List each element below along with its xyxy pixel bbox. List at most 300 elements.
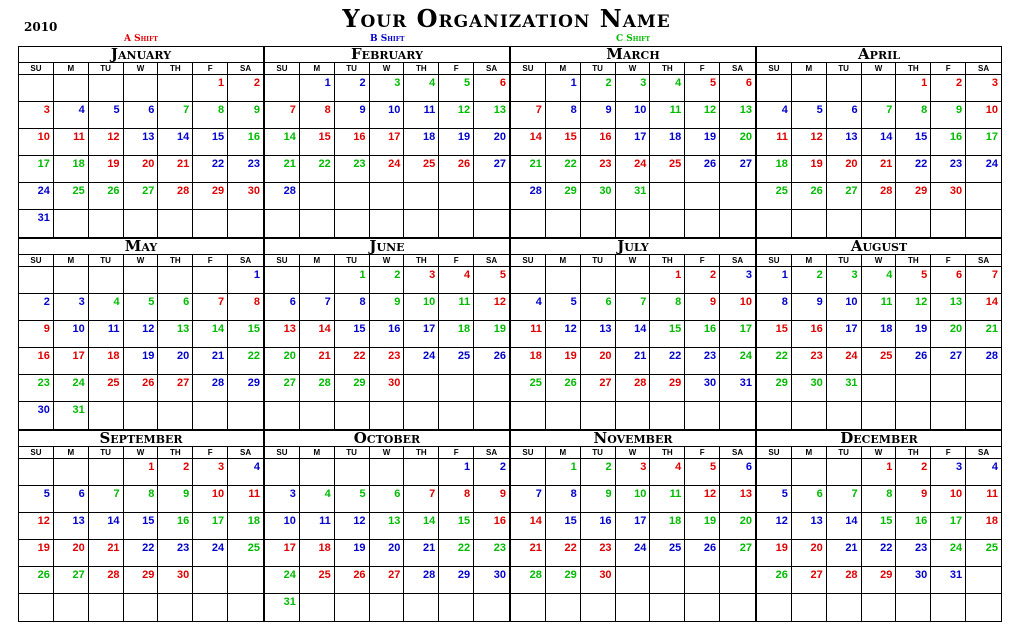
day-cell[interactable]	[546, 486, 581, 513]
day-cell[interactable]	[757, 129, 792, 156]
day-cell[interactable]	[439, 402, 474, 429]
day-cell[interactable]	[54, 567, 89, 594]
day-cell[interactable]	[685, 75, 720, 102]
day-cell[interactable]	[370, 540, 405, 567]
day-cell[interactable]	[474, 267, 509, 294]
day-cell[interactable]	[439, 594, 474, 621]
day-cell[interactable]	[228, 594, 263, 621]
day-cell[interactable]	[158, 348, 193, 375]
day-cell[interactable]	[228, 513, 263, 540]
day-cell[interactable]	[685, 183, 720, 210]
day-cell[interactable]	[228, 210, 263, 237]
day-cell[interactable]	[896, 594, 931, 621]
day-cell[interactable]	[300, 540, 335, 567]
day-cell[interactable]	[581, 75, 616, 102]
day-cell[interactable]	[193, 183, 228, 210]
day-cell[interactable]	[966, 210, 1001, 237]
day-cell[interactable]	[193, 567, 228, 594]
day-cell[interactable]	[300, 375, 335, 402]
day-cell[interactable]	[581, 210, 616, 237]
day-cell[interactable]	[862, 513, 897, 540]
day-cell[interactable]	[54, 348, 89, 375]
day-cell[interactable]	[404, 321, 439, 348]
day-cell[interactable]	[650, 486, 685, 513]
day-cell[interactable]	[650, 594, 685, 621]
day-cell[interactable]	[511, 594, 546, 621]
day-cell[interactable]	[335, 486, 370, 513]
day-cell[interactable]	[757, 321, 792, 348]
day-cell[interactable]	[335, 375, 370, 402]
day-cell[interactable]	[474, 102, 509, 129]
day-cell[interactable]	[685, 321, 720, 348]
day-cell[interactable]	[616, 321, 651, 348]
day-cell[interactable]	[193, 348, 228, 375]
day-cell[interactable]	[335, 567, 370, 594]
day-cell[interactable]	[931, 210, 966, 237]
day-cell[interactable]	[862, 375, 897, 402]
day-cell[interactable]	[19, 567, 54, 594]
day-cell[interactable]	[158, 129, 193, 156]
day-cell[interactable]	[650, 540, 685, 567]
day-cell[interactable]	[124, 183, 159, 210]
day-cell[interactable]	[54, 129, 89, 156]
day-cell[interactable]	[966, 594, 1001, 621]
day-cell[interactable]	[685, 459, 720, 486]
day-cell[interactable]	[757, 486, 792, 513]
day-cell[interactable]	[720, 156, 755, 183]
day-cell[interactable]	[827, 348, 862, 375]
day-cell[interactable]	[966, 183, 1001, 210]
day-cell[interactable]	[720, 75, 755, 102]
day-cell[interactable]	[511, 183, 546, 210]
day-cell[interactable]	[685, 267, 720, 294]
day-cell[interactable]	[792, 348, 827, 375]
day-cell[interactable]	[370, 459, 405, 486]
day-cell[interactable]	[158, 210, 193, 237]
day-cell[interactable]	[616, 183, 651, 210]
day-cell[interactable]	[720, 594, 755, 621]
day-cell[interactable]	[616, 102, 651, 129]
day-cell[interactable]	[439, 102, 474, 129]
day-cell[interactable]	[228, 129, 263, 156]
day-cell[interactable]	[439, 267, 474, 294]
day-cell[interactable]	[757, 567, 792, 594]
day-cell[interactable]	[228, 348, 263, 375]
day-cell[interactable]	[966, 294, 1001, 321]
day-cell[interactable]	[193, 210, 228, 237]
day-cell[interactable]	[720, 183, 755, 210]
day-cell[interactable]	[158, 102, 193, 129]
day-cell[interactable]	[474, 348, 509, 375]
day-cell[interactable]	[792, 267, 827, 294]
day-cell[interactable]	[616, 402, 651, 429]
day-cell[interactable]	[931, 183, 966, 210]
day-cell[interactable]	[896, 267, 931, 294]
day-cell[interactable]	[54, 321, 89, 348]
day-cell[interactable]	[124, 567, 159, 594]
day-cell[interactable]	[896, 375, 931, 402]
day-cell[interactable]	[792, 129, 827, 156]
day-cell[interactable]	[685, 129, 720, 156]
day-cell[interactable]	[158, 183, 193, 210]
day-cell[interactable]	[616, 459, 651, 486]
day-cell[interactable]	[89, 594, 124, 621]
day-cell[interactable]	[474, 594, 509, 621]
day-cell[interactable]	[581, 486, 616, 513]
day-cell[interactable]	[650, 375, 685, 402]
day-cell[interactable]	[474, 402, 509, 429]
day-cell[interactable]	[335, 294, 370, 321]
day-cell[interactable]	[89, 459, 124, 486]
day-cell[interactable]	[511, 210, 546, 237]
day-cell[interactable]	[335, 348, 370, 375]
day-cell[interactable]	[931, 402, 966, 429]
day-cell[interactable]	[581, 513, 616, 540]
day-cell[interactable]	[862, 321, 897, 348]
day-cell[interactable]	[685, 540, 720, 567]
day-cell[interactable]	[124, 156, 159, 183]
day-cell[interactable]	[827, 210, 862, 237]
day-cell[interactable]	[370, 402, 405, 429]
day-cell[interactable]	[511, 129, 546, 156]
day-cell[interactable]	[650, 183, 685, 210]
day-cell[interactable]	[54, 459, 89, 486]
day-cell[interactable]	[862, 402, 897, 429]
day-cell[interactable]	[685, 594, 720, 621]
day-cell[interactable]	[650, 75, 685, 102]
day-cell[interactable]	[931, 156, 966, 183]
day-cell[interactable]	[616, 567, 651, 594]
day-cell[interactable]	[650, 156, 685, 183]
day-cell[interactable]	[720, 102, 755, 129]
day-cell[interactable]	[404, 540, 439, 567]
day-cell[interactable]	[439, 129, 474, 156]
day-cell[interactable]	[511, 375, 546, 402]
day-cell[interactable]	[265, 102, 300, 129]
day-cell[interactable]	[265, 156, 300, 183]
day-cell[interactable]	[335, 129, 370, 156]
day-cell[interactable]	[511, 402, 546, 429]
day-cell[interactable]	[827, 513, 862, 540]
day-cell[interactable]	[792, 513, 827, 540]
day-cell[interactable]	[966, 459, 1001, 486]
day-cell[interactable]	[265, 210, 300, 237]
day-cell[interactable]	[896, 459, 931, 486]
day-cell[interactable]	[792, 486, 827, 513]
day-cell[interactable]	[862, 486, 897, 513]
day-cell[interactable]	[19, 156, 54, 183]
day-cell[interactable]	[581, 540, 616, 567]
day-cell[interactable]	[720, 210, 755, 237]
day-cell[interactable]	[650, 348, 685, 375]
day-cell[interactable]	[228, 321, 263, 348]
day-cell[interactable]	[827, 567, 862, 594]
day-cell[interactable]	[370, 513, 405, 540]
day-cell[interactable]	[335, 267, 370, 294]
day-cell[interactable]	[862, 183, 897, 210]
day-cell[interactable]	[966, 486, 1001, 513]
day-cell[interactable]	[54, 540, 89, 567]
day-cell[interactable]	[54, 486, 89, 513]
day-cell[interactable]	[89, 321, 124, 348]
day-cell[interactable]	[474, 129, 509, 156]
day-cell[interactable]	[511, 294, 546, 321]
day-cell[interactable]	[124, 294, 159, 321]
day-cell[interactable]	[827, 594, 862, 621]
day-cell[interactable]	[546, 459, 581, 486]
day-cell[interactable]	[439, 348, 474, 375]
day-cell[interactable]	[124, 459, 159, 486]
day-cell[interactable]	[54, 183, 89, 210]
day-cell[interactable]	[685, 486, 720, 513]
day-cell[interactable]	[862, 210, 897, 237]
day-cell[interactable]	[89, 513, 124, 540]
day-cell[interactable]	[404, 513, 439, 540]
day-cell[interactable]	[193, 486, 228, 513]
day-cell[interactable]	[300, 486, 335, 513]
day-cell[interactable]	[966, 567, 1001, 594]
day-cell[interactable]	[474, 321, 509, 348]
day-cell[interactable]	[89, 267, 124, 294]
day-cell[interactable]	[474, 75, 509, 102]
day-cell[interactable]	[439, 75, 474, 102]
day-cell[interactable]	[335, 156, 370, 183]
day-cell[interactable]	[966, 102, 1001, 129]
day-cell[interactable]	[19, 183, 54, 210]
day-cell[interactable]	[827, 267, 862, 294]
day-cell[interactable]	[896, 540, 931, 567]
day-cell[interactable]	[792, 321, 827, 348]
day-cell[interactable]	[124, 513, 159, 540]
day-cell[interactable]	[404, 294, 439, 321]
day-cell[interactable]	[511, 75, 546, 102]
day-cell[interactable]	[792, 102, 827, 129]
day-cell[interactable]	[54, 156, 89, 183]
day-cell[interactable]	[616, 540, 651, 567]
day-cell[interactable]	[966, 321, 1001, 348]
day-cell[interactable]	[511, 540, 546, 567]
day-cell[interactable]	[124, 321, 159, 348]
day-cell[interactable]	[265, 402, 300, 429]
day-cell[interactable]	[370, 594, 405, 621]
day-cell[interactable]	[546, 75, 581, 102]
day-cell[interactable]	[404, 486, 439, 513]
day-cell[interactable]	[370, 156, 405, 183]
day-cell[interactable]	[896, 567, 931, 594]
day-cell[interactable]	[124, 486, 159, 513]
day-cell[interactable]	[193, 513, 228, 540]
day-cell[interactable]	[228, 156, 263, 183]
day-cell[interactable]	[931, 540, 966, 567]
day-cell[interactable]	[966, 156, 1001, 183]
day-cell[interactable]	[931, 348, 966, 375]
day-cell[interactable]	[404, 594, 439, 621]
day-cell[interactable]	[931, 321, 966, 348]
day-cell[interactable]	[511, 459, 546, 486]
day-cell[interactable]	[265, 513, 300, 540]
day-cell[interactable]	[439, 183, 474, 210]
day-cell[interactable]	[124, 102, 159, 129]
day-cell[interactable]	[404, 459, 439, 486]
day-cell[interactable]	[546, 402, 581, 429]
day-cell[interactable]	[862, 567, 897, 594]
day-cell[interactable]	[404, 267, 439, 294]
day-cell[interactable]	[827, 321, 862, 348]
day-cell[interactable]	[896, 348, 931, 375]
day-cell[interactable]	[124, 594, 159, 621]
day-cell[interactable]	[300, 267, 335, 294]
day-cell[interactable]	[439, 486, 474, 513]
day-cell[interactable]	[474, 375, 509, 402]
day-cell[interactable]	[370, 294, 405, 321]
day-cell[interactable]	[404, 129, 439, 156]
day-cell[interactable]	[370, 348, 405, 375]
day-cell[interactable]	[757, 75, 792, 102]
day-cell[interactable]	[757, 210, 792, 237]
day-cell[interactable]	[827, 102, 862, 129]
day-cell[interactable]	[966, 75, 1001, 102]
day-cell[interactable]	[616, 210, 651, 237]
day-cell[interactable]	[19, 348, 54, 375]
day-cell[interactable]	[862, 459, 897, 486]
day-cell[interactable]	[89, 102, 124, 129]
day-cell[interactable]	[228, 486, 263, 513]
day-cell[interactable]	[228, 102, 263, 129]
day-cell[interactable]	[931, 459, 966, 486]
day-cell[interactable]	[335, 459, 370, 486]
day-cell[interactable]	[370, 129, 405, 156]
day-cell[interactable]	[966, 513, 1001, 540]
day-cell[interactable]	[511, 102, 546, 129]
day-cell[interactable]	[931, 75, 966, 102]
day-cell[interactable]	[931, 294, 966, 321]
day-cell[interactable]	[19, 294, 54, 321]
day-cell[interactable]	[685, 402, 720, 429]
day-cell[interactable]	[404, 348, 439, 375]
day-cell[interactable]	[581, 267, 616, 294]
day-cell[interactable]	[89, 156, 124, 183]
day-cell[interactable]	[335, 513, 370, 540]
day-cell[interactable]	[158, 156, 193, 183]
day-cell[interactable]	[265, 129, 300, 156]
day-cell[interactable]	[685, 513, 720, 540]
day-cell[interactable]	[792, 567, 827, 594]
day-cell[interactable]	[158, 459, 193, 486]
day-cell[interactable]	[439, 540, 474, 567]
day-cell[interactable]	[685, 210, 720, 237]
day-cell[interactable]	[89, 402, 124, 429]
day-cell[interactable]	[19, 75, 54, 102]
day-cell[interactable]	[265, 183, 300, 210]
day-cell[interactable]	[511, 486, 546, 513]
day-cell[interactable]	[19, 321, 54, 348]
day-cell[interactable]	[193, 267, 228, 294]
day-cell[interactable]	[265, 594, 300, 621]
day-cell[interactable]	[720, 348, 755, 375]
day-cell[interactable]	[228, 294, 263, 321]
day-cell[interactable]	[335, 594, 370, 621]
day-cell[interactable]	[265, 294, 300, 321]
day-cell[interactable]	[265, 375, 300, 402]
day-cell[interactable]	[474, 156, 509, 183]
day-cell[interactable]	[650, 129, 685, 156]
day-cell[interactable]	[827, 375, 862, 402]
day-cell[interactable]	[966, 375, 1001, 402]
day-cell[interactable]	[300, 348, 335, 375]
day-cell[interactable]	[404, 402, 439, 429]
day-cell[interactable]	[685, 156, 720, 183]
day-cell[interactable]	[158, 75, 193, 102]
day-cell[interactable]	[158, 594, 193, 621]
day-cell[interactable]	[720, 294, 755, 321]
day-cell[interactable]	[158, 402, 193, 429]
day-cell[interactable]	[546, 348, 581, 375]
day-cell[interactable]	[124, 402, 159, 429]
day-cell[interactable]	[720, 321, 755, 348]
day-cell[interactable]	[862, 594, 897, 621]
day-cell[interactable]	[474, 540, 509, 567]
day-cell[interactable]	[757, 402, 792, 429]
day-cell[interactable]	[862, 156, 897, 183]
day-cell[interactable]	[966, 540, 1001, 567]
day-cell[interactable]	[792, 459, 827, 486]
day-cell[interactable]	[439, 210, 474, 237]
day-cell[interactable]	[19, 267, 54, 294]
day-cell[interactable]	[546, 294, 581, 321]
day-cell[interactable]	[792, 156, 827, 183]
day-cell[interactable]	[966, 129, 1001, 156]
day-cell[interactable]	[193, 102, 228, 129]
day-cell[interactable]	[54, 210, 89, 237]
day-cell[interactable]	[193, 321, 228, 348]
day-cell[interactable]	[193, 402, 228, 429]
day-cell[interactable]	[685, 348, 720, 375]
day-cell[interactable]	[827, 402, 862, 429]
day-cell[interactable]	[124, 267, 159, 294]
day-cell[interactable]	[370, 75, 405, 102]
day-cell[interactable]	[650, 102, 685, 129]
day-cell[interactable]	[335, 183, 370, 210]
day-cell[interactable]	[896, 210, 931, 237]
day-cell[interactable]	[439, 321, 474, 348]
day-cell[interactable]	[193, 75, 228, 102]
day-cell[interactable]	[650, 294, 685, 321]
day-cell[interactable]	[792, 594, 827, 621]
day-cell[interactable]	[54, 102, 89, 129]
day-cell[interactable]	[404, 156, 439, 183]
day-cell[interactable]	[546, 267, 581, 294]
day-cell[interactable]	[546, 540, 581, 567]
day-cell[interactable]	[54, 375, 89, 402]
day-cell[interactable]	[335, 540, 370, 567]
day-cell[interactable]	[896, 513, 931, 540]
day-cell[interactable]	[720, 402, 755, 429]
day-cell[interactable]	[616, 267, 651, 294]
day-cell[interactable]	[546, 375, 581, 402]
day-cell[interactable]	[757, 540, 792, 567]
day-cell[interactable]	[720, 375, 755, 402]
day-cell[interactable]	[193, 594, 228, 621]
day-cell[interactable]	[827, 129, 862, 156]
day-cell[interactable]	[158, 567, 193, 594]
day-cell[interactable]	[792, 540, 827, 567]
day-cell[interactable]	[546, 129, 581, 156]
day-cell[interactable]	[439, 375, 474, 402]
day-cell[interactable]	[511, 321, 546, 348]
day-cell[interactable]	[474, 210, 509, 237]
day-cell[interactable]	[896, 294, 931, 321]
day-cell[interactable]	[931, 375, 966, 402]
